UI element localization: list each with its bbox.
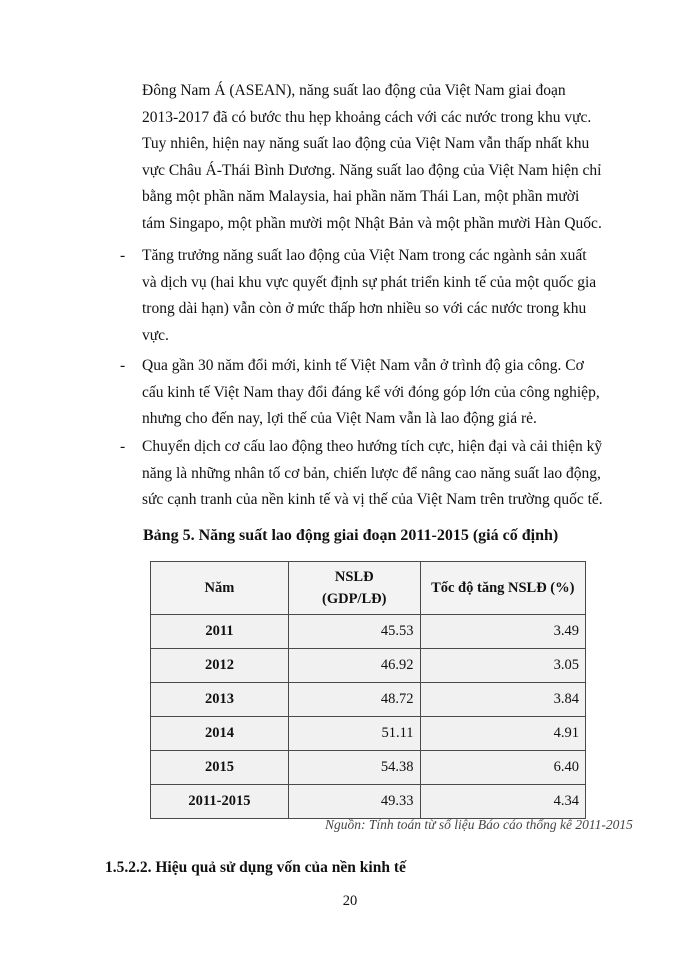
cell-rate: 3.05 [420, 649, 585, 683]
intro-line: bằng một phần năm Malaysia, hai phần năm Thái Lan, một phần mười [142, 188, 580, 205]
intro-line: tám Singapo, một phần mười một Nhật Bản và một phần mười Hàn Quốc. [142, 214, 602, 232]
table-title: Bảng 5. Năng suất lao động giai đoạn 2011-2015 (giá cố định) [143, 527, 559, 544]
table-row [151, 785, 586, 819]
cell-year: 2011 [151, 615, 289, 649]
cell-nsld: 45.53 [288, 615, 420, 649]
table-header-row [151, 562, 586, 615]
header-rate: Tốc độ tăng NSLĐ (%) [420, 562, 585, 615]
header-nsld-line1: NSLĐ [334, 569, 374, 585]
bullet-line: trong dài hạn) vẫn còn ở mức thấp hơn nhiều so với các nước trong khu [142, 300, 587, 317]
section-heading: 1.5.2.2. Hiệu quả sử dụng vốn của nền kinh tế [105, 859, 406, 876]
cell-year: 2015 [151, 751, 289, 785]
cell-rate: 4.91 [420, 717, 585, 751]
cell-rate: 3.84 [420, 683, 585, 717]
cell-nsld: 51.11 [288, 717, 420, 751]
cell-year: 2012 [151, 649, 289, 683]
intro-line: Đông Nam Á (ASEAN), năng suất lao động của Việt Nam giai đoạn [142, 82, 566, 99]
intro-line: Tuy nhiên, hiện nay năng suất lao động của Việt Nam vẫn thấp nhất khu [142, 135, 590, 152]
cell-rate: 3.49 [420, 615, 585, 649]
page-number: 20 [342, 893, 358, 909]
table-row [151, 649, 586, 683]
bullet-line: năng là những nhân tố cơ bản, chiến lược để nâng cao năng suất lao động, [142, 464, 601, 482]
table-row [151, 615, 586, 649]
bullet-line: cấu kinh tế Việt Nam thay đổi đáng kể với đóng góp lớn của công nghiệp, [142, 383, 600, 401]
cell-year: 2011-2015 [151, 785, 289, 819]
bullet-line: sức cạnh tranh của nền kinh tế và vị thế của Việt Nam trên trường quốc tế. [142, 491, 603, 508]
cell-year: 2014 [151, 717, 289, 751]
cell-nsld: 54.38 [288, 751, 420, 785]
cell-nsld: 48.72 [288, 683, 420, 717]
bullet-line: Tăng trưởng năng suất lao động của Việt Nam trong các ngành sản xuất [142, 247, 587, 264]
intro-line: vực Châu Á-Thái Bình Dương. Năng suất lao động của Việt Nam hiện chỉ [142, 161, 602, 179]
bullet-paragraph-2 [142, 353, 634, 433]
bullet-paragraph-3 [142, 434, 634, 514]
bullet-line: vực. [142, 326, 169, 344]
table-source-note: Nguồn: Tính toán từ số liệu Báo cáo thống kê 2011-2015 [325, 817, 633, 832]
table-row [151, 683, 586, 717]
bullet-marker: - [120, 357, 126, 374]
intro-line: 2013-2017 đã có bước thu hẹp khoảng cách với các nước trong khu vực. [142, 108, 592, 126]
bullet-line: và dịch vụ (hai khu vực quyết định sự phát triển kinh tế của một quốc gia [142, 273, 597, 291]
bullet-paragraph-1 [142, 243, 634, 349]
bullet-line: Qua gần 30 năm đổi mới, kinh tế Việt Nam vẫn ở trình độ gia công. Cơ [142, 357, 584, 374]
cell-nsld: 49.33 [288, 785, 420, 819]
bullet-marker: - [120, 247, 126, 264]
intro-paragraph [142, 78, 634, 237]
bullet-marker: - [120, 438, 126, 455]
bullet-line: Chuyển dịch cơ cấu lao động theo hướng tích cực, hiện đại và cải thiện kỹ [142, 438, 603, 455]
cell-rate: 6.40 [420, 751, 585, 785]
header-year: Năm [151, 562, 289, 615]
table-row [151, 751, 586, 785]
table-row [151, 717, 586, 751]
header-nsld-line2: (GDP/LĐ) [322, 591, 387, 607]
header-nsld [288, 562, 420, 615]
cell-rate: 4.34 [420, 785, 585, 819]
cell-nsld: 46.92 [288, 649, 420, 683]
bullet-line: nhưng cho đến nay, lợi thế của Việt Nam vẫn là lao động giá rẻ. [142, 410, 537, 427]
cell-year: 2013 [151, 683, 289, 717]
productivity-table [150, 561, 586, 819]
